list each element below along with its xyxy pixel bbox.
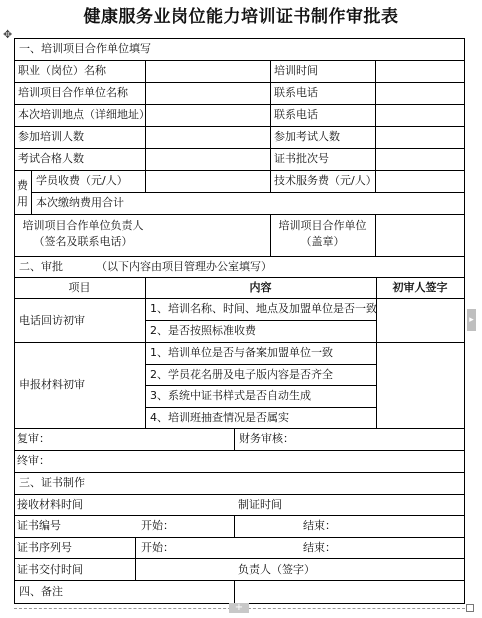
rule: [14, 38, 465, 39]
person-in-charge-label: 负责人（签字）: [238, 563, 315, 576]
section2-header: 二、审批: [19, 260, 63, 273]
rule: [14, 60, 465, 61]
rule: [375, 214, 376, 256]
total-fee-label: 本次缴纳费用合计: [36, 196, 124, 209]
rule: [14, 450, 465, 451]
trainee-count-label: 参加培训人数: [18, 130, 84, 143]
material-check-item: 4、培训班抽查情况是否属实: [150, 411, 289, 424]
start-label: 开始：: [141, 519, 174, 532]
col-signer-header: 初审人签字: [392, 281, 448, 294]
rule: [31, 170, 32, 214]
rule: [14, 494, 465, 495]
occupation-label: 职业（岗位）名称: [18, 64, 106, 77]
partner-seal-sublabel: （盖章）: [300, 235, 345, 248]
partner-name-label: 培训项目合作单位名称: [18, 86, 128, 99]
tech-fee-label: 技术服务费（元/人）: [274, 174, 377, 187]
exam-count-label: 参加考试人数: [274, 130, 340, 143]
rule: [14, 580, 465, 581]
material-check-item: 1、培训单位是否与备案加盟单位一致: [150, 346, 333, 359]
rule: [14, 277, 465, 278]
final-review-label: 终审：: [17, 454, 50, 467]
section4-header: 四、备注: [19, 585, 63, 598]
rule: [32, 192, 465, 193]
rule: [14, 148, 465, 149]
rule: [14, 342, 465, 343]
end-label: 结束：: [303, 541, 336, 554]
rule: [234, 580, 235, 603]
training-location-label: 本次培训地点（详细地址）: [18, 108, 150, 121]
fee-label: 费用: [17, 179, 28, 208]
section1-header: 一、培训项目合作单位填写: [19, 42, 151, 55]
rule: [14, 515, 465, 516]
rule: [146, 320, 377, 321]
phone-check-item: 2、是否按照标准收费: [150, 324, 256, 337]
cert-batch-label: 证书批次号: [274, 152, 329, 165]
rule: [375, 60, 376, 192]
section2-note: （以下内容由项目管理办公室填写）: [96, 260, 272, 273]
rule: [234, 515, 235, 537]
rule: [14, 170, 465, 171]
rule: [145, 170, 146, 192]
rule: [14, 256, 465, 257]
start-label: 开始：: [141, 541, 174, 554]
rule: [14, 104, 465, 105]
rule: [146, 407, 377, 408]
phone-check-item: 1、培训名称、时间、地点及加盟单位是否一致: [150, 302, 377, 315]
pass-count-label: 考试合格人数: [18, 152, 84, 165]
material-check-item: 2、学员花名册及电子版内容是否齐全: [150, 368, 333, 381]
rule: [376, 277, 377, 428]
phone-review-label: 电话回访初审: [19, 314, 85, 327]
rule: [146, 364, 377, 365]
rule: [234, 428, 235, 450]
rule: [14, 126, 465, 127]
rule: [146, 385, 377, 386]
make-time-label: 制证时间: [238, 498, 282, 511]
add-row-icon[interactable]: +: [229, 603, 249, 613]
partner-person-sublabel: （签名及联系电话）: [33, 235, 133, 248]
rule: [14, 298, 465, 299]
training-time-label: 培训时间: [274, 64, 318, 77]
recheck-label: 复审：: [17, 432, 50, 445]
rule: [135, 537, 136, 580]
table-resize-handle-icon[interactable]: [466, 604, 474, 612]
table-move-handle-icon[interactable]: ✥: [3, 28, 13, 41]
rule: [464, 38, 465, 603]
col-item-header: 项目: [68, 281, 91, 294]
cert-number-label: 证书编号: [17, 519, 61, 532]
contact-phone-label: 联系电话: [274, 108, 318, 121]
cert-serial-label: 证书序列号: [17, 541, 72, 554]
contact-phone-label: 联系电话: [274, 86, 318, 99]
rule: [145, 277, 146, 428]
student-fee-label: 学员收费（元/人）: [36, 174, 128, 187]
receive-time-label: 接收材料时间: [17, 498, 83, 511]
rule: [14, 558, 465, 559]
partner-seal-label: 培训项目合作单位: [278, 219, 367, 232]
partner-person-label: 培训项目合作单位负责人: [22, 219, 144, 232]
rule: [14, 82, 465, 83]
end-label: 结束：: [303, 519, 336, 532]
rule: [270, 60, 271, 192]
approval-form-table: [14, 38, 465, 604]
section3-header: 三、证书制作: [19, 476, 85, 489]
rule: [14, 214, 465, 215]
rule: [14, 537, 465, 538]
col-content-header: 内容: [249, 281, 272, 294]
delivery-time-label: 证书交付时间: [17, 563, 83, 576]
rule: [14, 428, 465, 429]
rule: [14, 38, 15, 603]
rule: [14, 472, 465, 473]
expand-right-icon[interactable]: ▸: [467, 309, 476, 331]
material-check-item: 3、系统中证书样式是否自动生成: [150, 389, 311, 402]
material-review-label: 申报材料初审: [19, 378, 85, 391]
form-title: 健康服务业岗位能力培训证书制作审批表: [83, 7, 399, 27]
finance-review-label: 财务审核：: [239, 432, 294, 445]
